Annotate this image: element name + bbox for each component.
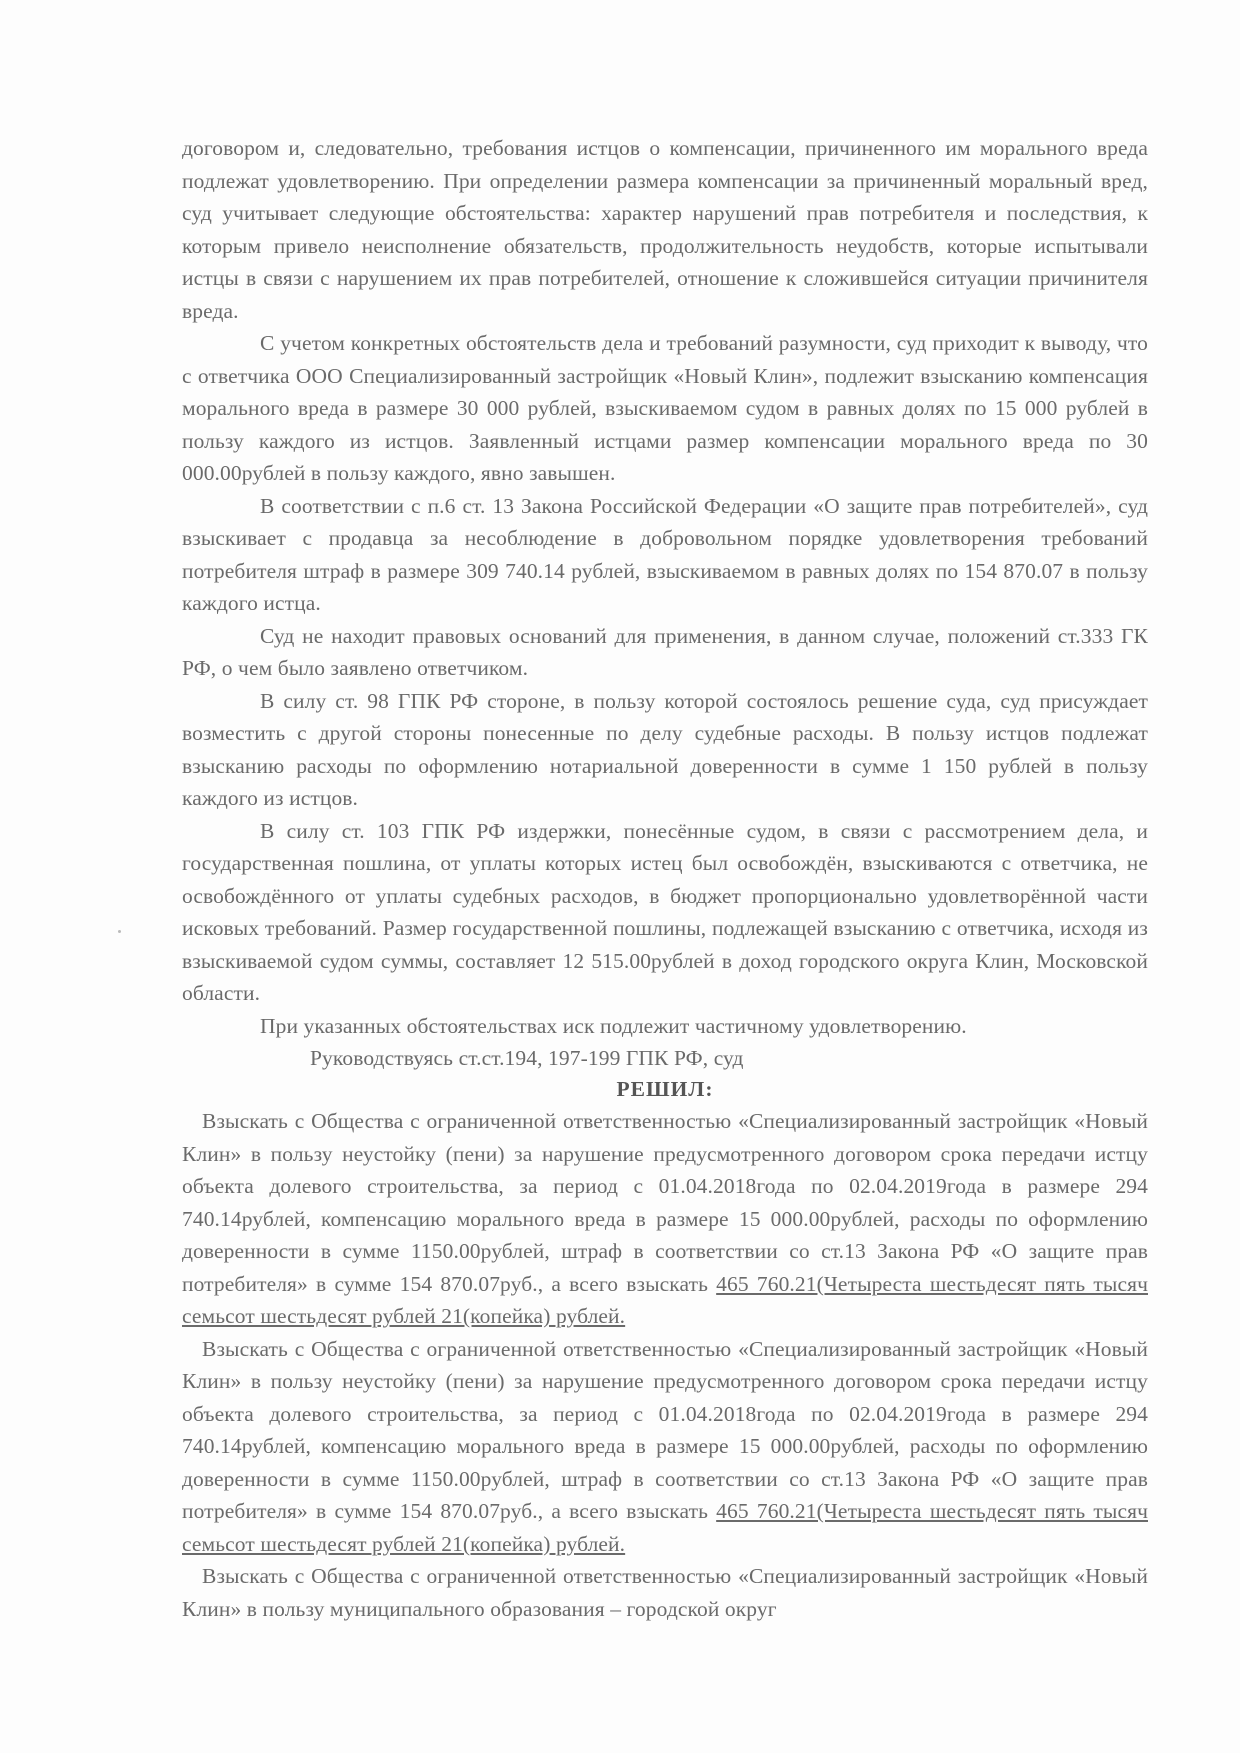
document-body — [182, 132, 1148, 1625]
decision-item-1-text: Взыскать с Общества с ограниченной ответственностью «Специализированный застройщик «Новый Клин» в пользу неустойку (пени) за нарушение предусмотренного договором срока передачи истцу объекта долевого строительства, за период с 01.04.2018года по 02.04.2019года в размере 294 740.14рублей, компенсацию морального вреда в размере 15 000.00рублей, расходы по оформлению доверенности в сумме 1150.00рублей, штраф в соответствии со ст.13 Закона РФ «О защите прав потребителя» в сумме 154 870.07руб., а всего взыскать — [182, 1109, 1148, 1296]
decision-heading: РЕШИЛ: — [616, 1076, 714, 1101]
decision-item-2-total: 465 760.21(Четыреста шестьдесят пять тысяч семьсот шестьдесят рублей 21(копейка) рублей. — [182, 1499, 1148, 1556]
decision-item-2 — [182, 1333, 1148, 1561]
paragraph-article-333: Суд не находит правовых оснований для применения, в данном случае, положений ст.333 ГК РФ, о чем было заявлено ответчиком. — [182, 623, 1148, 680]
decision-item-3: Взыскать с Общества с ограниченной ответственностью «Специализированный застройщик «Новый Клин» в пользу муниципального образования – городской округ — [182, 1564, 1148, 1621]
decision-item-2-text: Взыскать с Общества с ограниченной ответственностью «Специализированный застройщик «Новый Клин» в пользу неустойку (пени) за нарушение предусмотренного договором срока передачи истцу объекта долевого строительства, за период с 01.04.2018года по 02.04.2019года в размере 294 740.14рублей, компенсацию морального вреда в размере 15 000.00рублей, расходы по оформлению доверенности в сумме 1150.00рублей, штраф в соответствии со ст.13 Закона РФ «О защите прав потребителя» в сумме 154 870.07руб., а всего взыскать — [182, 1336, 1148, 1523]
paragraph-fine: В соответствии с п.6 ст. 13 Закона Российской Федерации «О защите прав потребителей», суд взыскивает с продавца за несоблюдение в добровольном порядке удовлетворения требований потребителя штраф в размере 309 740.14 рублей, взыскиваемом в равных долях по 154 870.07 в пользу каждого истца. — [182, 493, 1148, 615]
paragraph-guided-by: Руководствуясь ст.ст.194, 197-199 ГПК РФ, суд — [310, 1046, 744, 1070]
paragraph-partial-satisfaction: При указанных обстоятельствах иск подлежит частичному удовлетворению. — [260, 1013, 967, 1038]
scan-speck — [118, 930, 121, 933]
decision-item-1-total: 465 760.21(Четыреста шестьдесят пять тысяч семьсот шестьдесят рублей 21(копейка) рублей. — [182, 1271, 1148, 1328]
paragraph-article-98: В силу ст. 98 ГПК РФ стороне, в пользу которой состоялось решение суда, суд присуждает возместить с другой стороны понесенные по делу судебные расходы. В пользу истцов подлежат взысканию расходы по оформлению нотариальной доверенности в сумме 1 150 рублей в пользу каждого из истцов. — [182, 688, 1148, 810]
paragraph-article-103: В силу ст. 103 ГПК РФ издержки, понесённые судом, в связи с рассмотрением дела, и государственная пошлина, от уплаты которых истец был освобождён, взыскиваются с ответчика, не освобождённого от уплаты судебных расходов, в бюджет пропорционально удовлетворённой части исковых требований. Размер государственной пошлины, подлежащей взысканию с ответчика, исходя из взыскиваемой судом суммы, составляет 12 515.00рублей в доход городского округа Клин, Московской области. — [182, 818, 1148, 1005]
paragraph-compensation-amount: С учетом конкретных обстоятельств дела и требований разумности, суд приходит к выводу, что с ответчика ООО Специализированный застройщик «Новый Клин», подлежит взысканию компенсация морального вреда в размере 30 000 рублей, взыскиваемом судом в равных долях по 15 000 рублей в пользу каждого из истцов. Заявленный истцами размер компенсации морального вреда по 30 000.00рублей в пользу каждого, явно завышен. — [182, 331, 1148, 485]
paragraph-moral-damage: договором и, следовательно, требования истцов о компенсации, причиненного им морального вреда подлежат удовлетворению. При определении размера компенсации за причиненный моральный вред, суд учитывает следующие обстоятельства: характер нарушений прав потребителя и последствия, к которым привело неисполнение обязательств, продолжительность неудобств, которые испытывали истцы в связи с нарушением их прав потребителей, отношение к сложившейся ситуации причинителя вреда. — [182, 136, 1148, 323]
decision-item-1 — [182, 1105, 1148, 1333]
